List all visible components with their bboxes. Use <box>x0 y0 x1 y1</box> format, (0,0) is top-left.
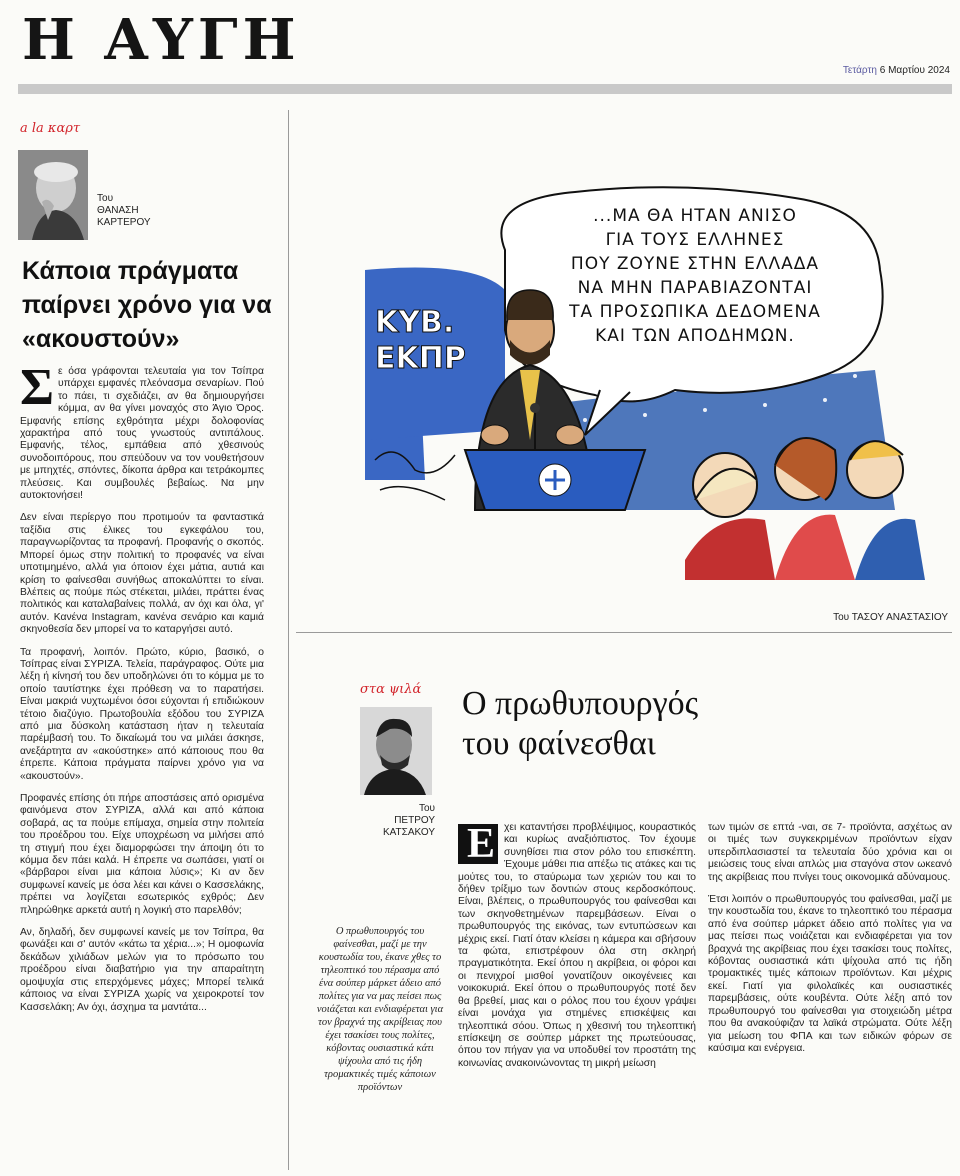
left-byline-prefix: Του <box>97 193 114 204</box>
author-photo-karteros-image <box>18 150 88 240</box>
cartoon-sign-line-1: ΚΥΒ. <box>375 305 455 340</box>
pull-quote: Ο πρωθυπουργός του φαίνεσθαι, μαζί με την κουστωδία του, έκανε χθες το τηλεοπτικό του πέρασμα από ένα σούπερ μάρκετ άδειο από πολίτες για να μας πείσει πως νοιάζεται και ενδιαφέρεται για τον βραχνά της ακρίβειας που έχει τσακίσει τους πολίτες, κόβοντας ουσιαστικά κάτι ψίχουλα από τις ήδη τρομακτικές τιμές κάποιων προϊόντων <box>316 926 444 1093</box>
left-section-tag: a la καρτ <box>20 121 81 136</box>
cartoon-sign <box>375 305 466 377</box>
right-dropcap-letter: Ε <box>467 822 496 867</box>
right-col1-paragraph: Ε χει καταντήσει προβλέψιμος, κουραστικός και κυρίως αναξιόπιστος. Τον έχουμε συνηθίσει πια στον ρόλο του επισκέπτη. Έχουμε μάθει πια απέξω τις ατάκες και τις μούτες του, το σταύρωμα των χεριών του και το δήθεν τρίξιμο των δοντιών στους κερδοσκόπους. Είναι, βλέπεις, ο πρωθυπουργός του φαίνεσθαι και των σκηνοθετημένων παρεμβάσεων. Είναι ο πρωθυπουργός της εικόνας, των εντυπώσεων και μέχρις εκεί. Γιατί όταν κλείσει η κάμερα και σβήσουν τα φώτα, επιστρέφουν όλα στη σκληρή πραγματικότητα. Εκεί όπου η ακρίβεια, οι φόροι και οι πενιχροί μισθοί γονατίζουν οικογένειες και νοικοκυριά. Εκεί όπου ο πρωθυπουργός ποτέ δεν θα βρεθεί, μιας και ο ρόλος που του έχουν γράψει είναι μονάχα για στημένες επισκέψεις και τηλεοπτικά σόου. Όπως η χθεσινή του τηλεοπτική επίσκεψη σε σούπερ μάρκετ της πρωτεύουσας, όπου τον πήγαν για να υποδυθεί τον προστάτη της κοινωνίας ανακοινώνοντας τη μικρή μείωση <box>458 822 696 1069</box>
right-article-col-2 <box>708 822 952 1162</box>
speech-line: ΝΑ ΜΗΝ ΠΑΡΑΒΙΑΖΟΝΤΑΙ <box>577 278 813 298</box>
right-col2-paragraph-1: των τιμών σε επτά -ναι, σε 7- προϊόντα, ασχέτως αν οι τιμές των συγκεκριμένων προϊόντων είχαν υπερδιπλασιαστεί τα τελευταία δύο χρόνια και οι μειώσεις τους είναι απλώς μια σταγόνα στον ωκεανό της ακρίβειας που πνίγει τους οικονομικά αδύναμους. <box>708 822 952 883</box>
cartoon-speech-bubble-text <box>515 204 875 348</box>
column-divider <box>288 110 289 1170</box>
dateline-date: 6 Μαρτίου 2024 <box>879 65 950 76</box>
left-paragraph-5: Αν, δηλαδή, δεν συμφωνεί κανείς με τον Τσίπρα, θα φωνάξει και σ' αυτόν «κάτω τα χέρια...»; Η ομοφωνία δεκάδων χιλιάδων μελών για το πρόσωπο του προέδρου είναι διαβατήριο για την απαραίτητη ομοψυχία στις επερχόμενες μάχες; Μπορεί τελικά κάποιος να είναι ΣΥΡΙΖΑ χωρίς να χειροκροτεί τον Κασσελάκη; Αν όχι, άσχημα τα μαντάτα... <box>20 927 264 1013</box>
right-byline-prefix: Του <box>418 803 435 814</box>
dateline <box>843 65 950 76</box>
author-photo-katsakos <box>360 707 432 795</box>
right-article-col-1 <box>458 822 696 1162</box>
right-dropcap <box>458 822 498 867</box>
cartoon-sign-line-2: ΕΚΠΡ <box>375 341 466 376</box>
right-col2-paragraph-2: Έτσι λοιπόν ο πρωθυπουργός του φαίνεσθαι, μαζί με την κουστωδία του, έκανε το τηλεοπτικό του πέρασμα από ένα σούπερ μάρκετ άδειο από πολίτες για να μας πείσει πως νοιάζεται και ενδιαφέρεται για τον βραχνά της ακρίβειας που έχει τσακίσει τους πολίτες, κόβοντας ουσιαστικά κάτι ψίχουλα από τις ήδη τρομακτικές τιμές κάποιων προϊόντων. Και μέχρις εκεί. Γιατί για φιλολαϊκές και ουσιαστικές παρεμβάσεις, ούτε κουβέντα. Ούτε λέξη από τον πρωθυπουργό του φαίνεσθαι για στοιχειώδη μέτρα που θα ανακούφιζαν τα λαϊκά στρώματα. Ούτε λέξη για μείωση του ΦΠΑ και των ειδικών φόρων σε καύσιμα και ενέργεια. <box>708 894 952 1054</box>
speech-line: ...ΜΑ ΘΑ ΗΤΑΝ ΑΝΙΣΟ <box>593 206 797 226</box>
cartoon-credit-name: ΤΑΣΟΥ ΑΝΑΣΤΑΣΙΟΥ <box>851 612 948 623</box>
left-paragraph-2: Δεν είναι περίεργο που προτιμούν τα φανταστικά ταξίδια στις έλικες του εγκεφάλου του, παραγνωρίζοντας τα προφανή. Προφανής ο σκοπός. Μπορεί όμως στην πολιτική το προφανές να είναι υποτιμημένο, αλλά για όποιον έχει μάτια, αυτιά και κρίση το φαίνεσθαι συνήθως αποκαλύπτει το είναι. Βλέπεις ας πούμε πώς στέκεται, μιλάει, πράττει ένας πολιτικός και καταλαβαίνεις πολλά, αν όχι και όλα, γι' αυτόν. Κανένα Instagram, κανένα σενάριο και καμιά σκηνοθεσία δεν μπορεί να το καταργήσει αυτό. <box>20 512 264 636</box>
right-author-first: ΠΕΤΡΟΥ <box>394 815 435 826</box>
masthead-title: Η ΑΥΓΗ <box>22 7 301 73</box>
left-article-body <box>20 366 264 1166</box>
speech-line: ΤΑ ΠΡΟΣΩΠΙΚΑ ΔΕΔΟΜΕΝΑ <box>569 302 821 322</box>
left-byline <box>97 193 151 229</box>
left-paragraph-1: Σε όσα γράφονται τελευταία για τον Τσίπρα υπάρχει εμφανές πλεόνασμα σεναρίων. Πού το πάει, τι σχεδιάζει, αν θα δημιουργήσει κόμμα, αν θα γίνει μοναχός στο Άγιο Όρος. Εμφανής επίσης εχθρότητα μέχρι δολοφονίας χαρακτήρα από τους γνωστούς αντιπάλους. Εμφανής, τέλος, εμπάθεια από χθεσινούς συνοδοιπόρους, που σπεύδουν να τον νουθετήσουν με μπηχτές, σπόντες, δίκοπα άρθρα και τετράκομπες πλεύσεις. Και συμβουλές βεβαίως. Να μην αυτοκτονήσει! <box>20 366 264 502</box>
right-headline <box>462 684 792 764</box>
left-dropcap: Σ <box>20 366 54 416</box>
cartoon-bottom-rule <box>296 632 952 633</box>
left-paragraph-4: Προφανές επίσης ότι πήρε αποστάσεις από ορισμένα φαινόμενα στον ΣΥΡΙΖΑ, αλλά και από κάποια σοβαρά, ας τα πούμε επίμαχα, σημεία στην πολιτεία του προέδρου του. Είχε υποχρέωση να μιλήσει από τη στιγμή που έχει διαμορφώσει την άποψη ότι το κόμμα δεν πάει καλά. Η έπρεπε να σωπάσει, γιατί οι «βάρβαροι είναι μια κάποια λύσις»; Κι αν δεν συμφωνεί κανείς με όσα λέει και κάνει ο Κασσελάκης, πρέπει να λογίζεται εσωτερικός εχθρός; Δεν πληρώθηκε αρκετά αυτή η λογική στο παρελθόν; <box>20 793 264 916</box>
right-author-last: ΚΑΤΣΑΚΟΥ <box>382 827 435 838</box>
author-photo-karteros <box>18 150 88 240</box>
right-section-tag: στα ψιλά <box>360 682 422 697</box>
cartoon-credit <box>833 612 948 623</box>
left-author-last: ΚΑΡΤΕΡΟΥ <box>97 217 151 228</box>
right-headline-line-2: του φαίνεσθαι <box>462 725 656 762</box>
cartoon <box>355 180 925 580</box>
masthead-rule <box>18 84 952 94</box>
left-headline: Κάποια πράγματα παίρνει χρόνο για να «ακουστούν» <box>22 257 272 353</box>
dateline-weekday: Τετάρτη <box>842 65 877 76</box>
right-headline-line-1: Ο πρωθυπουργός <box>462 685 699 722</box>
left-author-first: ΘΑΝΑΣΗ <box>97 205 139 216</box>
author-photo-katsakos-image <box>360 707 432 795</box>
right-byline <box>380 803 435 839</box>
speech-line: ΚΑΙ ΤΩΝ ΑΠΟΔΗΜΩΝ. <box>595 326 795 346</box>
left-paragraph-3: Τα προφανή, λοιπόν. Πρώτο, κύριο, βασικό, ο Τσίπρας είναι ΣΥΡΙΖΑ. Τελεία, παράγραφος. Ούτε μια λέξη ή κίνησή του δεν υποδηλώνει ότι το κόμμα με το οποίο ταυτίστηκε έχει πρόθεση να το παρατήσει. Είναι μακριά νυχτωμένοι όσοι εύχονται ή επιδιώκουν τέτοιο διαζύγιο. Πρωτοβουλία εξόδου του ΣΥΡΙΖΑ από μια δύσκολη κατάσταση ήταν η τελευταία παρέμβασή του. Το δικαίωμά του να μιλάει άσκησε, ανεξάρτητα αν «ακούστηκε» από κάποιους που θα έπρεπε. Κάποια πράγματα παίρνει χρόνο για να «ακουστούν». <box>20 646 264 782</box>
speech-line: ΓΙΑ ΤΟΥΣ ΕΛΛΗΝΕΣ <box>605 230 785 250</box>
cartoon-credit-prefix: Του <box>833 612 850 623</box>
speech-line: ΠΟΥ ΖΟΥΝΕ ΣΤΗΝ ΕΛΛΑΔΑ <box>570 254 820 274</box>
